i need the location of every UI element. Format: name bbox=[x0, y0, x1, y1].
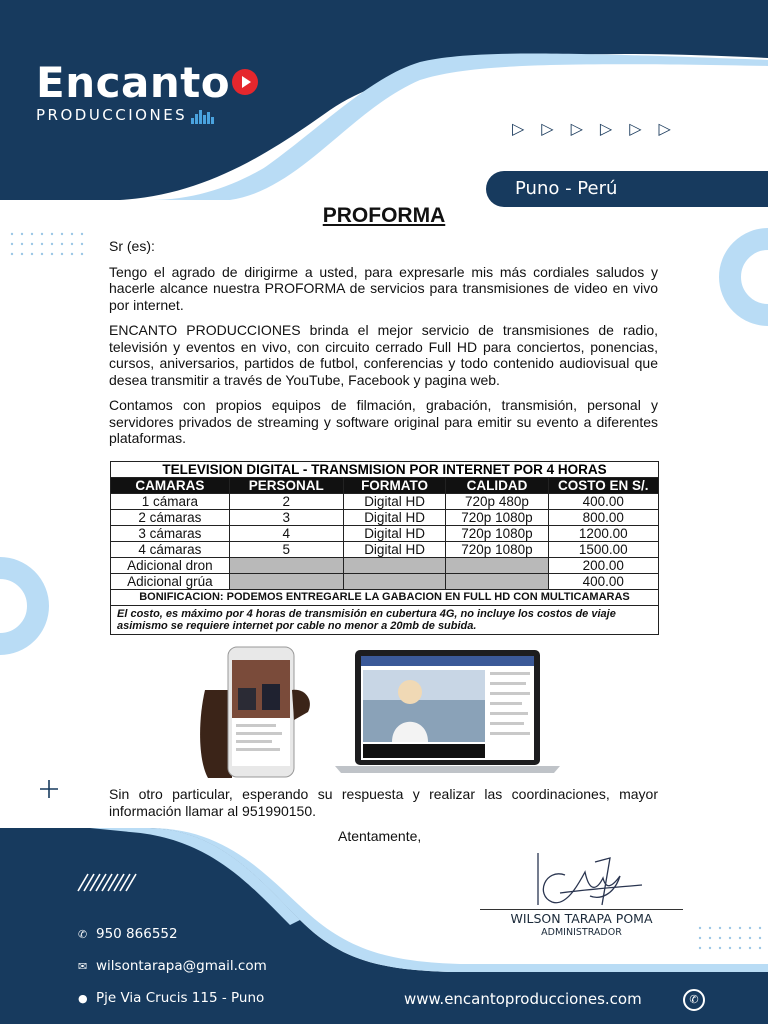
table-row bbox=[111, 542, 659, 558]
signer-name: WILSON TARAPA POMA bbox=[510, 911, 653, 926]
brand-subtitle: PRODUCCIONES bbox=[36, 106, 188, 124]
signoff: Atentamente, bbox=[338, 828, 422, 844]
table-cell: 720p 1080p bbox=[446, 510, 548, 526]
plus-icon bbox=[40, 780, 58, 798]
empty-cell bbox=[446, 558, 548, 574]
contact-email bbox=[78, 958, 267, 974]
table-cell: 1200.00 bbox=[548, 526, 658, 542]
play-icon bbox=[232, 69, 258, 95]
play-arrows-icon: ▷▷▷▷▷▷ bbox=[512, 121, 688, 138]
empty-cell bbox=[229, 574, 343, 590]
table-cell: 1 cámara bbox=[111, 494, 230, 510]
price-table bbox=[110, 461, 659, 635]
contact-address bbox=[78, 990, 264, 1006]
table-row bbox=[111, 558, 659, 574]
laptop-illustration bbox=[335, 650, 560, 773]
paragraph-2: ENCANTO PRODUCCIONES brinda el mejor servicio de transmisiones de radio, televisión y eventos en vivo, con circuito cerrado Full HD para conciertos, ponencias, cursos, aniversarios, partidos de futbol, conferencias y todo contenido audiovisual que desea transmitir a través de YouTube, Facebook y pagina web. bbox=[109, 322, 658, 388]
brand-name: Encanto bbox=[36, 58, 231, 107]
bonus-note: BONIFICACION: PODEMOS ENTREGARLE LA GABACION EN FULL HD CON MULTICAMARAS bbox=[111, 590, 659, 606]
equalizer-icon bbox=[191, 106, 215, 124]
table-row bbox=[111, 574, 659, 590]
table-row bbox=[111, 510, 659, 526]
table-cell: 2 cámaras bbox=[111, 510, 230, 526]
whatsapp-icon: ✆ bbox=[683, 989, 705, 1011]
table-cell: 1500.00 bbox=[548, 542, 658, 558]
extra-cost: 200.00 bbox=[548, 558, 658, 574]
cost-note: El costo, es máximo por 4 horas de transmisión en cubertura 4G, no incluye los costos de viaje asimismo se requiere internet por cable no menor a 20mb de subida. bbox=[111, 606, 659, 635]
table-cell: 3 bbox=[229, 510, 343, 526]
dot-pattern bbox=[11, 233, 83, 255]
empty-cell bbox=[343, 558, 446, 574]
paragraph-1: Tengo el agrado de dirigirme a usted, para expresarle mis más cordiales saludos y hacerle alcance nuestra PROFORMA de servicios para transmisiones de video en vivo por internet. bbox=[109, 263, 658, 313]
column-header: CALIDAD bbox=[446, 478, 548, 494]
signature-line bbox=[480, 909, 683, 910]
table-cell: 720p 480p bbox=[446, 494, 548, 510]
brand-logo bbox=[36, 60, 258, 124]
table-cell: Digital HD bbox=[343, 510, 446, 526]
column-header: PERSONAL bbox=[229, 478, 343, 494]
signer-role: ADMINISTRADOR bbox=[541, 927, 622, 938]
phone-illustration bbox=[200, 647, 310, 778]
table-cell: 720p 1080p bbox=[446, 526, 548, 542]
table-cell: 4 bbox=[229, 526, 343, 542]
table-row bbox=[111, 494, 659, 510]
table-cell: Digital HD bbox=[343, 526, 446, 542]
phone-number: 950 866552 bbox=[96, 926, 178, 942]
table-cell: 4 cámaras bbox=[111, 542, 230, 558]
phone-icon: ✆ bbox=[78, 928, 88, 941]
column-header: FORMATO bbox=[343, 478, 446, 494]
table-row bbox=[111, 526, 659, 542]
mail-icon: ✉ bbox=[78, 960, 88, 973]
letter-body bbox=[109, 238, 658, 456]
empty-cell bbox=[229, 558, 343, 574]
table-cell: 720p 1080p bbox=[446, 542, 548, 558]
website-url: www.encantoproducciones.com bbox=[404, 990, 642, 1008]
table-cell: Digital HD bbox=[343, 494, 446, 510]
email-address: wilsontarapa@gmail.com bbox=[96, 958, 267, 974]
extra-label: Adicional dron bbox=[111, 558, 230, 574]
street-address: Pje Via Crucis 115 - Puno bbox=[96, 990, 265, 1006]
table-cell: 5 bbox=[229, 542, 343, 558]
table-cell: 400.00 bbox=[548, 494, 658, 510]
closing-paragraph: Sin otro particular, esperando su respuesta y realizar las coordinaciones, mayor información llamar al 951990150. bbox=[109, 786, 658, 819]
table-cell: 800.00 bbox=[548, 510, 658, 526]
extra-cost: 400.00 bbox=[548, 574, 658, 590]
column-header: COSTO EN S/. bbox=[548, 478, 658, 494]
location-pin-icon: ● bbox=[78, 992, 88, 1005]
table-cell: 3 cámaras bbox=[111, 526, 230, 542]
signature bbox=[538, 853, 642, 905]
page-title: PROFORMA bbox=[322, 204, 446, 227]
extra-label: Adicional grúa bbox=[111, 574, 230, 590]
contact-phone bbox=[78, 926, 178, 942]
empty-cell bbox=[446, 574, 548, 590]
table-heading: TELEVISION DIGITAL - TRANSMISION POR INTERNET POR 4 HORAS bbox=[111, 462, 659, 478]
location-badge: Puno - Perú bbox=[486, 171, 768, 207]
paragraph-3: Contamos con propios equipos de filmación, grabación, transmisión, personal y servidores privados de streaming y software original para emitir su evento a diferentes plataformas. bbox=[109, 397, 658, 446]
empty-cell bbox=[343, 574, 446, 590]
column-header: CAMARAS bbox=[111, 478, 230, 494]
table-cell: 2 bbox=[229, 494, 343, 510]
table-cell: Digital HD bbox=[343, 542, 446, 558]
greeting: Sr (es): bbox=[109, 238, 155, 254]
